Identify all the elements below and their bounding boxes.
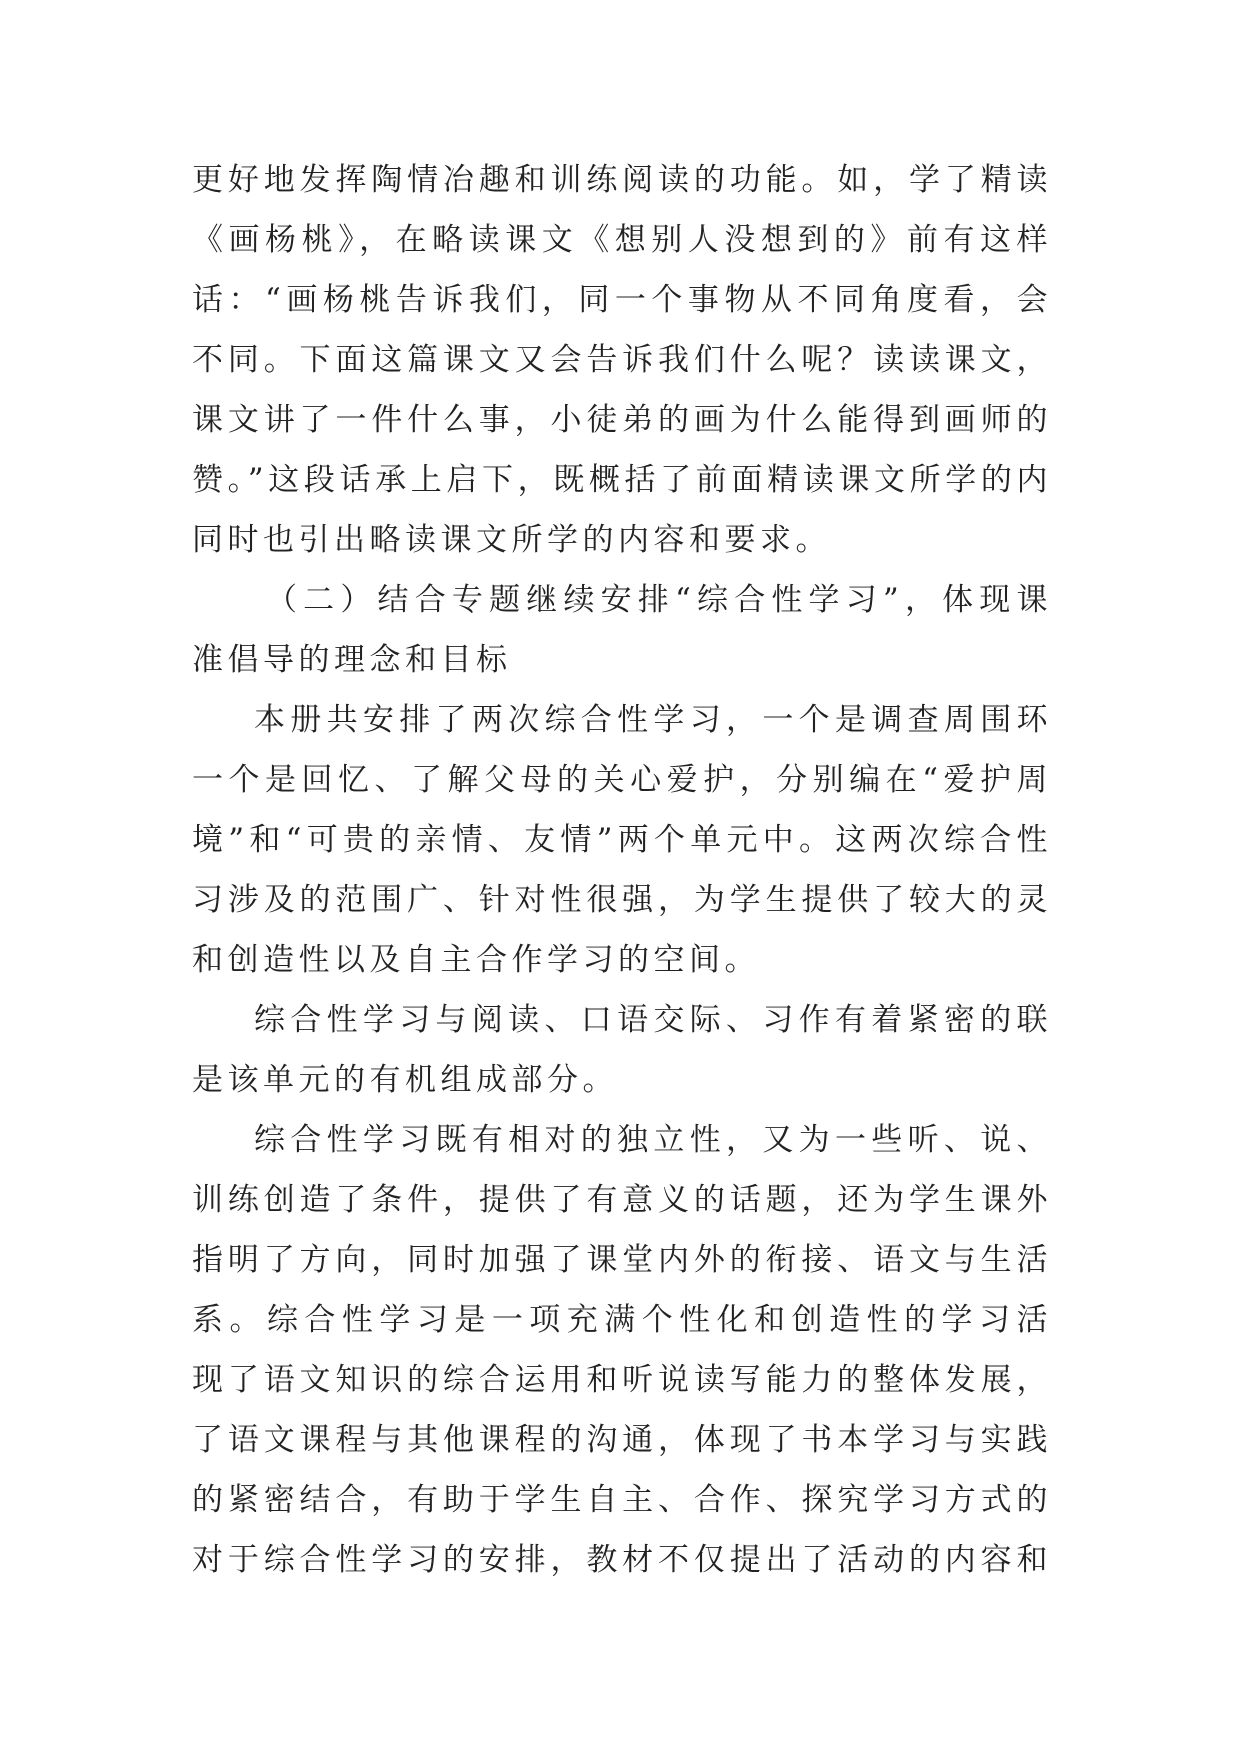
text-line: 训练创造了条件，提供了有意义的话题，还为学生课外 [192,1182,1052,1218]
text-line: 课文讲了一件什么事，小徒弟的画为什么能得到画师的 [192,402,1052,438]
document-body [192,150,1052,1590]
text-line: 同时也引出略读课文所学的内容和要求。 [192,522,831,558]
text-line: 现了语文知识的综合运用和听说读写能力的整体发展， [192,1362,1052,1398]
text-line: 话：“画杨桃告诉我们，同一个事物从不同角度看，会 [192,282,1052,318]
section-heading-line: 准倡导的理念和目标 [192,642,512,678]
text-line: 综合性学习与阅读、口语交际、习作有着紧密的联 [254,1002,1052,1038]
text-line: 境”和“可贵的亲情、友情”两个单元中。这两次综合性 [192,822,1052,858]
text-line: 一个是回忆、了解父母的关心爱护，分别编在“爱护周 [192,762,1052,798]
text-line: 习涉及的范围广、针对性很强，为学生提供了较大的灵 [192,882,1052,918]
text-line: 是该单元的有机组成部分。 [192,1062,618,1098]
section-heading-line: （二）结合专题继续安排“综合性学习”，体现课 [266,582,1052,618]
text-line: 对于综合性学习的安排，教材不仅提出了活动的内容和 [192,1542,1052,1578]
text-line: 系。综合性学习是一项充满个性化和创造性的学习活 [192,1302,1052,1338]
text-line: 综合性学习既有相对的独立性，又为一些听、说、 [254,1122,1052,1158]
text-line: 指明了方向，同时加强了课堂内外的衔接、语文与生活 [192,1242,1052,1278]
text-line: 赞。”这段话承上启下，既概括了前面精读课文所学的内 [192,462,1052,498]
text-line: 本册共安排了两次综合性学习，一个是调查周围环 [254,702,1052,738]
text-line: 《画杨桃》，在略读课文《想别人没想到的》前有这样 [192,222,1052,258]
text-line: 了语文课程与其他课程的沟通，体现了书本学习与实践 [192,1422,1052,1458]
text-line: 更好地发挥陶情冶趣和训练阅读的功能。如，学了精读 [192,162,1052,198]
text-line: 的紧密结合，有助于学生自主、合作、探究学习方式的 [192,1482,1052,1518]
text-line: 不同。下面这篇课文又会告诉我们什么呢？读读课文， [192,342,1052,378]
text-line: 和创造性以及自主合作学习的空间。 [192,942,760,978]
